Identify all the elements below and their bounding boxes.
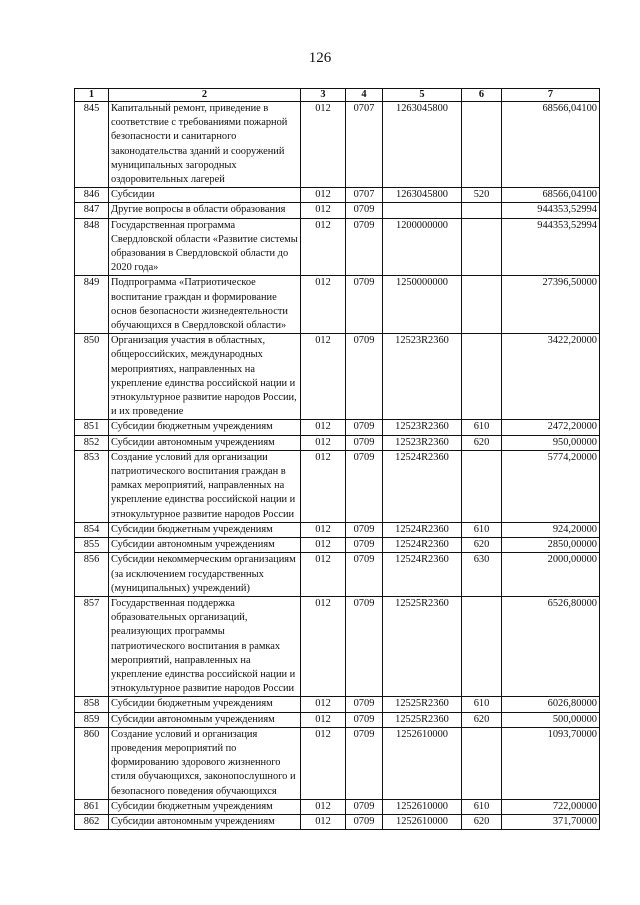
table-row <box>75 435 600 450</box>
table-row <box>75 596 600 696</box>
budget-table <box>74 88 600 830</box>
ministry-code: 012 <box>301 203 346 218</box>
ministry-code: 012 <box>301 596 346 696</box>
target-code: 1263045800 <box>383 102 462 188</box>
row-number: 857 <box>75 596 109 696</box>
table-row <box>75 712 600 727</box>
item-name: Субсидии автономным учреждениям <box>109 712 301 727</box>
amount: 2472,20000 <box>502 420 600 435</box>
table-row <box>75 697 600 712</box>
row-number: 852 <box>75 435 109 450</box>
ministry-code: 012 <box>301 727 346 799</box>
row-number: 848 <box>75 218 109 276</box>
amount: 950,00000 <box>502 435 600 450</box>
row-number: 858 <box>75 697 109 712</box>
row-number: 846 <box>75 188 109 203</box>
amount: 944353,52994 <box>502 203 600 218</box>
column-header: 6 <box>462 89 502 102</box>
amount: 722,00000 <box>502 799 600 814</box>
target-code: 12525R2360 <box>383 712 462 727</box>
item-name: Субсидии бюджетным учреждениям <box>109 799 301 814</box>
expense-type-code: 620 <box>462 435 502 450</box>
ministry-code: 012 <box>301 697 346 712</box>
section-code: 0709 <box>346 799 383 814</box>
section-code: 0709 <box>346 712 383 727</box>
column-header: 5 <box>383 89 462 102</box>
item-name: Субсидии бюджетным учреждениям <box>109 522 301 537</box>
expense-type-code <box>462 334 502 420</box>
amount: 944353,52994 <box>502 218 600 276</box>
expense-type-code: 520 <box>462 188 502 203</box>
amount: 2850,00000 <box>502 538 600 553</box>
table-row <box>75 727 600 799</box>
table-row <box>75 799 600 814</box>
item-name: Государственная программа Свердловской области «Развитие системы образования в Свердловской области до 2020 года» <box>109 218 301 276</box>
amount: 6526,80000 <box>502 596 600 696</box>
ministry-code: 012 <box>301 435 346 450</box>
item-name: Другие вопросы в области образования <box>109 203 301 218</box>
row-number: 854 <box>75 522 109 537</box>
row-number: 853 <box>75 450 109 522</box>
header-row <box>75 89 600 102</box>
item-name: Субсидии бюджетным учреждениям <box>109 697 301 712</box>
amount: 2000,00000 <box>502 553 600 597</box>
section-code: 0709 <box>346 276 383 334</box>
amount: 27396,50000 <box>502 276 600 334</box>
row-number: 847 <box>75 203 109 218</box>
target-code: 12524R2360 <box>383 522 462 537</box>
row-number: 855 <box>75 538 109 553</box>
amount: 500,00000 <box>502 712 600 727</box>
target-code: 12525R2360 <box>383 596 462 696</box>
expense-type-code: 620 <box>462 814 502 829</box>
target-code: 12523R2360 <box>383 334 462 420</box>
section-code: 0709 <box>346 727 383 799</box>
expense-type-code: 610 <box>462 799 502 814</box>
amount: 371,70000 <box>502 814 600 829</box>
table-row <box>75 420 600 435</box>
amount: 68566,04100 <box>502 188 600 203</box>
section-code: 0709 <box>346 435 383 450</box>
item-name: Подпрограмма «Патриотическое воспитание граждан и формирование основ безопасности жизнедеятельности обучающихся в Свердловской области» <box>109 276 301 334</box>
row-number: 849 <box>75 276 109 334</box>
amount: 68566,04100 <box>502 102 600 188</box>
expense-type-code <box>462 102 502 188</box>
target-code: 1252610000 <box>383 799 462 814</box>
expense-type-code <box>462 450 502 522</box>
table-row <box>75 276 600 334</box>
table-row <box>75 334 600 420</box>
table-row <box>75 553 600 597</box>
section-code: 0709 <box>346 334 383 420</box>
ministry-code: 012 <box>301 102 346 188</box>
ministry-code: 012 <box>301 218 346 276</box>
section-code: 0709 <box>346 814 383 829</box>
item-name: Капитальный ремонт, приведение в соответствие с требованиями пожарной безопасности и санитарного законодательства зданий и сооружений муниципальных загородных оздоровительных лагерей <box>109 102 301 188</box>
ministry-code: 012 <box>301 814 346 829</box>
ministry-code: 012 <box>301 276 346 334</box>
ministry-code: 012 <box>301 799 346 814</box>
section-code: 0707 <box>346 188 383 203</box>
row-number: 859 <box>75 712 109 727</box>
expense-type-code: 610 <box>462 522 502 537</box>
target-code: 12524R2360 <box>383 450 462 522</box>
section-code: 0709 <box>346 420 383 435</box>
column-header: 1 <box>75 89 109 102</box>
page-number: 126 <box>308 50 332 66</box>
amount: 6026,80000 <box>502 697 600 712</box>
item-name: Субсидии автономным учреждениям <box>109 814 301 829</box>
ministry-code: 012 <box>301 188 346 203</box>
expense-type-code: 610 <box>462 697 502 712</box>
item-name: Субсидии <box>109 188 301 203</box>
ministry-code: 012 <box>301 712 346 727</box>
target-code: 12524R2360 <box>383 538 462 553</box>
target-code: 12524R2360 <box>383 553 462 597</box>
table-row <box>75 218 600 276</box>
target-code: 1200000000 <box>383 218 462 276</box>
item-name: Организация участия в областных, общероссийских, международных мероприятиях, направленных на укрепление единства российской нации и этнокультурное развитие народов России, и их проведение <box>109 334 301 420</box>
expense-type-code: 620 <box>462 712 502 727</box>
table-row <box>75 538 600 553</box>
target-code: 12525R2360 <box>383 697 462 712</box>
amount: 1093,70000 <box>502 727 600 799</box>
expense-type-code: 620 <box>462 538 502 553</box>
item-name: Субсидии бюджетным учреждениям <box>109 420 301 435</box>
table-row <box>75 102 600 188</box>
table-row <box>75 188 600 203</box>
expense-type-code <box>462 596 502 696</box>
table-row <box>75 450 600 522</box>
row-number: 850 <box>75 334 109 420</box>
item-name: Субсидии некоммерческим организациям (за исключением государственных (муниципальных) учреждений) <box>109 553 301 597</box>
target-code: 1252610000 <box>383 814 462 829</box>
section-code: 0709 <box>346 218 383 276</box>
amount: 5774,20000 <box>502 450 600 522</box>
ministry-code: 012 <box>301 420 346 435</box>
row-number: 861 <box>75 799 109 814</box>
ministry-code: 012 <box>301 334 346 420</box>
ministry-code: 012 <box>301 538 346 553</box>
section-code: 0709 <box>346 522 383 537</box>
section-code: 0709 <box>346 553 383 597</box>
expense-type-code <box>462 727 502 799</box>
item-name: Создание условий и организация проведения мероприятий по формированию здорового жизненного стиля обучающихся, законопослушного и безопасного поведения обучающихся <box>109 727 301 799</box>
expense-type-code <box>462 203 502 218</box>
target-code <box>383 203 462 218</box>
column-header: 2 <box>109 89 301 102</box>
table-row <box>75 522 600 537</box>
target-code: 1252610000 <box>383 727 462 799</box>
row-number: 856 <box>75 553 109 597</box>
ministry-code: 012 <box>301 450 346 522</box>
ministry-code: 012 <box>301 553 346 597</box>
target-code: 12523R2360 <box>383 420 462 435</box>
column-header: 3 <box>301 89 346 102</box>
target-code: 1263045800 <box>383 188 462 203</box>
target-code: 12523R2360 <box>383 435 462 450</box>
target-code: 1250000000 <box>383 276 462 334</box>
amount: 924,20000 <box>502 522 600 537</box>
column-header: 4 <box>346 89 383 102</box>
item-name: Создание условий для организации патриотического воспитания граждан в рамках мероприятий, направленных на укрепление единства российской нации и этнокультурное развитие народов России <box>109 450 301 522</box>
column-header: 7 <box>502 89 600 102</box>
expense-type-code <box>462 276 502 334</box>
item-name: Государственная поддержка образовательных организаций, реализующих программы патриотического воспитания в рамках мероприятий, направленных на укрепление единства российской нации и этнокультурное развитие народов России <box>109 596 301 696</box>
section-code: 0709 <box>346 697 383 712</box>
expense-type-code: 610 <box>462 420 502 435</box>
row-number: 862 <box>75 814 109 829</box>
item-name: Субсидии автономным учреждениям <box>109 538 301 553</box>
amount: 3422,20000 <box>502 334 600 420</box>
section-code: 0707 <box>346 102 383 188</box>
item-name: Субсидии автономным учреждениям <box>109 435 301 450</box>
row-number: 851 <box>75 420 109 435</box>
section-code: 0709 <box>346 538 383 553</box>
section-code: 0709 <box>346 596 383 696</box>
table-row <box>75 814 600 829</box>
ministry-code: 012 <box>301 522 346 537</box>
section-code: 0709 <box>346 450 383 522</box>
row-number: 845 <box>75 102 109 188</box>
expense-type-code <box>462 218 502 276</box>
expense-type-code: 630 <box>462 553 502 597</box>
table-row <box>75 203 600 218</box>
section-code: 0709 <box>346 203 383 218</box>
table-body <box>75 102 600 830</box>
row-number: 860 <box>75 727 109 799</box>
